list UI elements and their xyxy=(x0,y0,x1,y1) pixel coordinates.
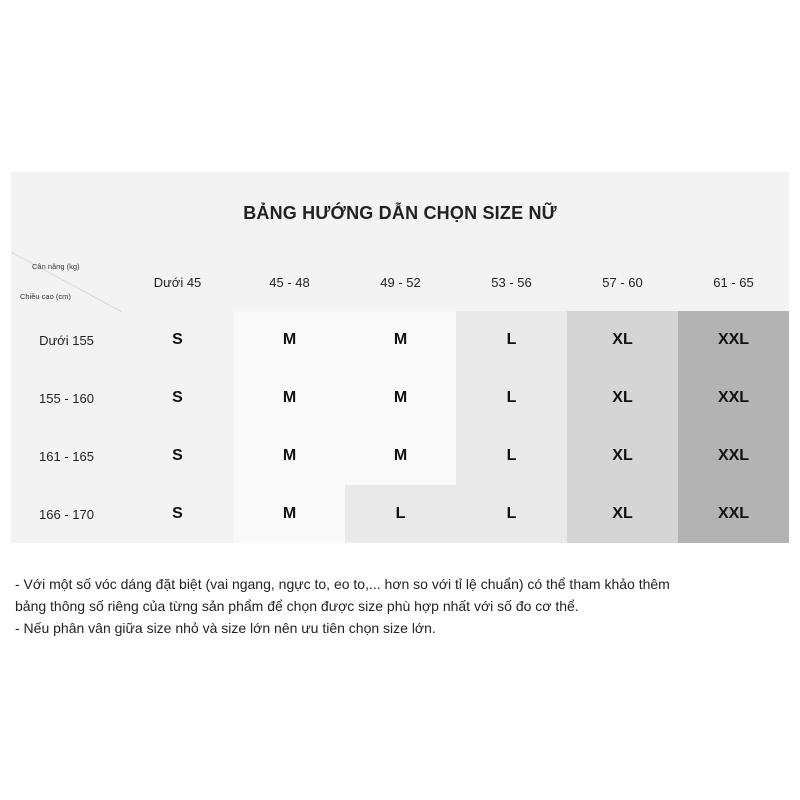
height-axis-label: Chiều cao (cm) xyxy=(20,292,71,301)
weight-header: 57 - 60 xyxy=(602,274,643,290)
notes-section xyxy=(15,573,795,639)
size-cell: S xyxy=(122,311,233,369)
note-line: bảng thông số riêng của từng sản phẩm để chọn được size phù hợp nhất với số đo cơ thể. xyxy=(15,598,579,614)
size-cell: XL xyxy=(567,369,678,427)
size-cell: L xyxy=(345,485,456,543)
size-cell: XXL xyxy=(678,369,789,427)
size-cell: M xyxy=(234,311,345,369)
size-cell: XXL xyxy=(678,485,789,543)
chart-title: BẢNG HƯỚNG DẪN CHỌN SIZE NỮ xyxy=(243,203,557,223)
weight-header: 61 - 65 xyxy=(713,274,754,290)
size-cell: L xyxy=(456,485,567,543)
size-cell: L xyxy=(456,369,567,427)
size-cell: M xyxy=(234,369,345,427)
size-cell: S xyxy=(122,369,233,427)
weight-axis-label: Cân nặng (kg) xyxy=(32,262,80,271)
note-line: - Nếu phân vân giữa size nhỏ và size lớn nên ưu tiên chọn size lớn. xyxy=(15,620,436,636)
size-cell: S xyxy=(122,485,233,543)
height-row-label: Dưới 155 xyxy=(39,332,94,348)
size-cell: XL xyxy=(567,311,678,369)
corner-diagonal-line xyxy=(11,252,122,312)
size-cell: M xyxy=(345,369,456,427)
size-cell: M xyxy=(345,427,456,485)
size-cell: S xyxy=(122,427,233,485)
height-row-label: 166 - 170 xyxy=(39,506,94,522)
size-cell: L xyxy=(456,311,567,369)
height-row-label: 161 - 165 xyxy=(39,448,94,464)
note-line: - Với một số vóc dáng đặt biệt (vai ngang, ngực to, eo to,... hơn so với tỉ lệ chuẩn) có thể tham khảo thêm xyxy=(15,576,670,592)
weight-header: 53 - 56 xyxy=(491,274,532,290)
weight-header: Dưới 45 xyxy=(153,274,202,290)
size-cell: M xyxy=(234,485,345,543)
weight-header: 49 - 52 xyxy=(380,274,421,290)
size-cell: XL xyxy=(567,427,678,485)
size-cell: L xyxy=(456,427,567,485)
size-cell: M xyxy=(345,311,456,369)
height-row-label: 155 - 160 xyxy=(39,390,94,406)
size-cell: M xyxy=(234,427,345,485)
weight-header: 45 - 48 xyxy=(269,274,310,290)
size-cell: XXL xyxy=(678,427,789,485)
size-cell: XXL xyxy=(678,311,789,369)
size-cell: XL xyxy=(567,485,678,543)
